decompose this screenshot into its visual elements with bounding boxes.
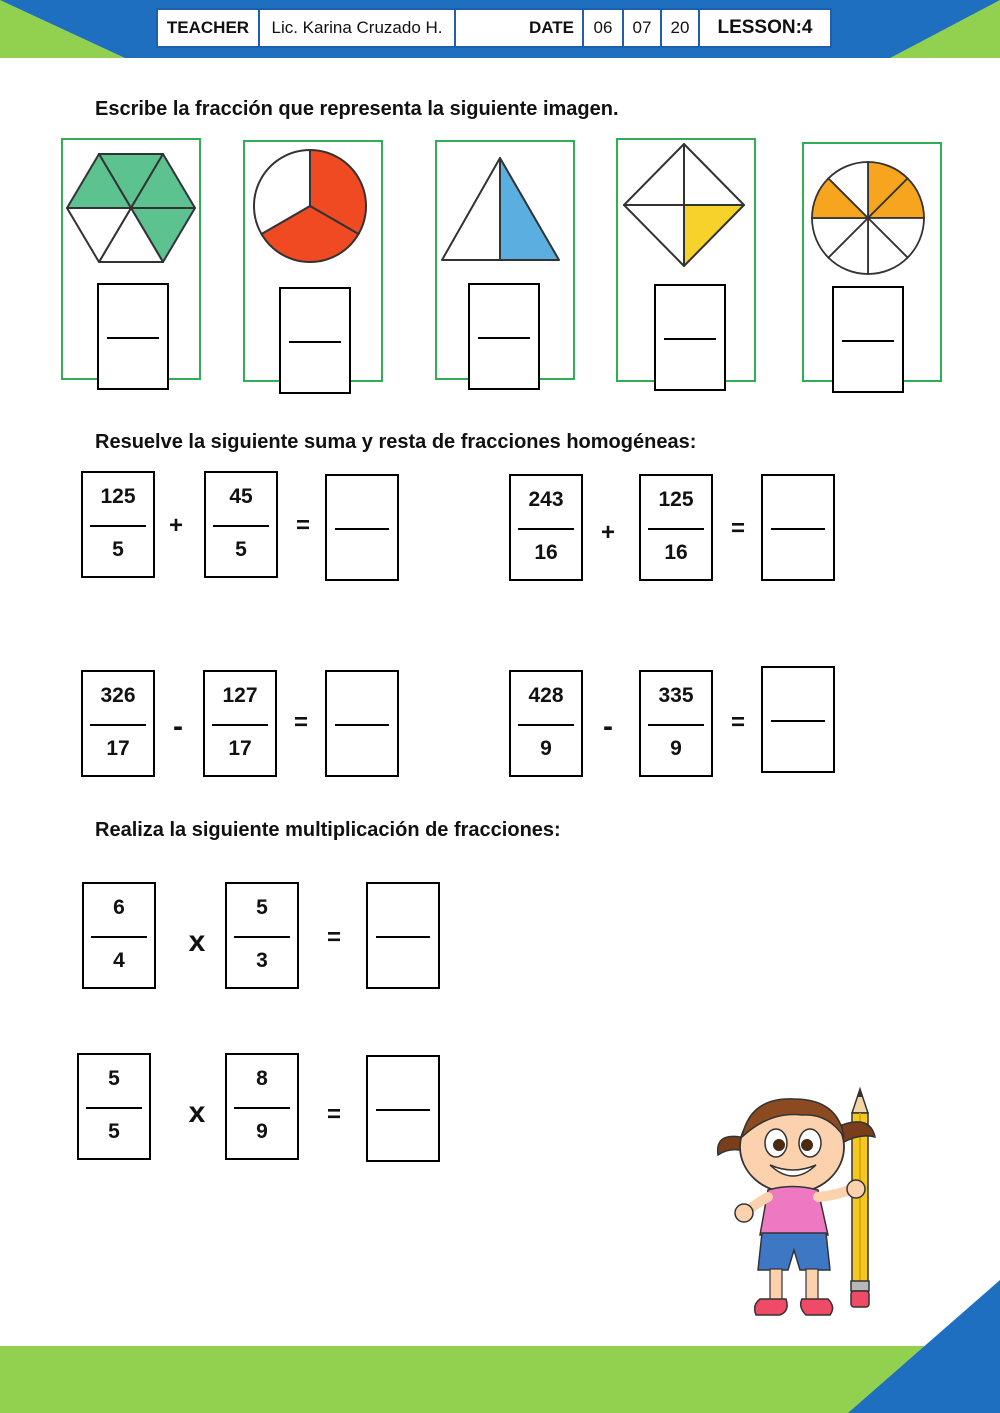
denominator: 4 bbox=[113, 949, 125, 972]
fraction-box bbox=[81, 670, 155, 777]
lesson-label: LESSON:4 bbox=[717, 17, 813, 38]
answer-box[interactable] bbox=[761, 474, 835, 581]
denominator: 5 bbox=[235, 538, 247, 561]
date-month: 07 bbox=[624, 10, 662, 46]
fraction-box bbox=[204, 471, 278, 578]
fraction-box bbox=[81, 471, 155, 578]
equals-sign: = bbox=[730, 515, 745, 542]
fraction-box bbox=[639, 670, 713, 777]
instruction-1: Escribe la fracción que representa la siguiente imagen. bbox=[95, 98, 619, 120]
numerator: 6 bbox=[113, 896, 125, 919]
equals-sign: = bbox=[293, 709, 308, 736]
operator-plus: + bbox=[168, 512, 183, 539]
circle-eighths-fraction-picture bbox=[808, 158, 928, 278]
answer-box[interactable] bbox=[325, 670, 399, 777]
equals-sign: = bbox=[326, 1101, 341, 1128]
fraction-box bbox=[225, 882, 299, 989]
instruction-3: Realiza la siguiente multiplicación de fracciones: bbox=[95, 819, 561, 841]
numerator: 5 bbox=[108, 1067, 120, 1090]
numerator: 326 bbox=[100, 684, 136, 707]
rhombus-fraction-picture bbox=[622, 142, 746, 268]
fraction-box bbox=[203, 670, 277, 777]
numerator: 428 bbox=[528, 684, 564, 707]
answer-box-2[interactable] bbox=[279, 287, 351, 394]
denominator: 9 bbox=[256, 1120, 268, 1143]
date-year: 20 bbox=[662, 10, 700, 46]
fraction-box bbox=[77, 1053, 151, 1160]
answer-box[interactable] bbox=[325, 474, 399, 581]
numerator: 243 bbox=[528, 488, 564, 511]
numerator: 125 bbox=[658, 488, 694, 511]
equals-sign: = bbox=[295, 512, 310, 539]
denominator: 5 bbox=[112, 538, 124, 561]
numerator: 127 bbox=[222, 684, 258, 707]
numerator: 335 bbox=[658, 684, 694, 707]
denominator: 5 bbox=[108, 1120, 120, 1143]
teacher-name: Lic. Karina Cruzado H. bbox=[260, 10, 456, 46]
denominator: 9 bbox=[670, 737, 682, 760]
answer-box-3[interactable] bbox=[468, 283, 540, 390]
denominator: 9 bbox=[540, 737, 552, 760]
denominator: 17 bbox=[106, 737, 130, 760]
footer-band bbox=[0, 1280, 1000, 1413]
operator-minus: - bbox=[603, 710, 613, 743]
fraction-box bbox=[639, 474, 713, 581]
numerator: 5 bbox=[256, 896, 268, 919]
answer-box[interactable] bbox=[761, 666, 835, 773]
equals-sign: = bbox=[730, 709, 745, 736]
instruction-2: Resuelve la siguiente suma y resta de fracciones homogéneas: bbox=[95, 431, 697, 453]
fraction-box bbox=[509, 670, 583, 777]
denominator: 17 bbox=[228, 737, 252, 760]
fraction-box bbox=[509, 474, 583, 581]
denominator: 16 bbox=[534, 541, 558, 564]
numerator: 125 bbox=[100, 485, 136, 508]
teacher-label: TEACHER bbox=[158, 10, 260, 46]
operator-times: x bbox=[188, 1096, 206, 1129]
answer-box-4[interactable] bbox=[654, 284, 726, 391]
equals-sign: = bbox=[326, 924, 341, 951]
hexagon-fraction-picture bbox=[63, 150, 199, 270]
answer-box-5[interactable] bbox=[832, 286, 904, 393]
fraction-box bbox=[82, 882, 156, 989]
date-label: DATE bbox=[456, 10, 584, 46]
denominator: 16 bbox=[664, 541, 688, 564]
circle-thirds-fraction-picture bbox=[250, 146, 370, 266]
numerator: 8 bbox=[256, 1067, 268, 1090]
date-day: 06 bbox=[584, 10, 624, 46]
operator-minus: - bbox=[173, 710, 183, 743]
answer-box[interactable] bbox=[366, 882, 440, 989]
denominator: 3 bbox=[256, 949, 268, 972]
fraction-box bbox=[225, 1053, 299, 1160]
numerator: 45 bbox=[229, 485, 253, 508]
triangle-fraction-picture bbox=[440, 154, 562, 264]
answer-box-1[interactable] bbox=[97, 283, 169, 390]
operator-plus: + bbox=[600, 519, 615, 546]
header-info-table bbox=[156, 8, 832, 48]
operator-times: x bbox=[188, 925, 206, 958]
answer-box[interactable] bbox=[366, 1055, 440, 1162]
